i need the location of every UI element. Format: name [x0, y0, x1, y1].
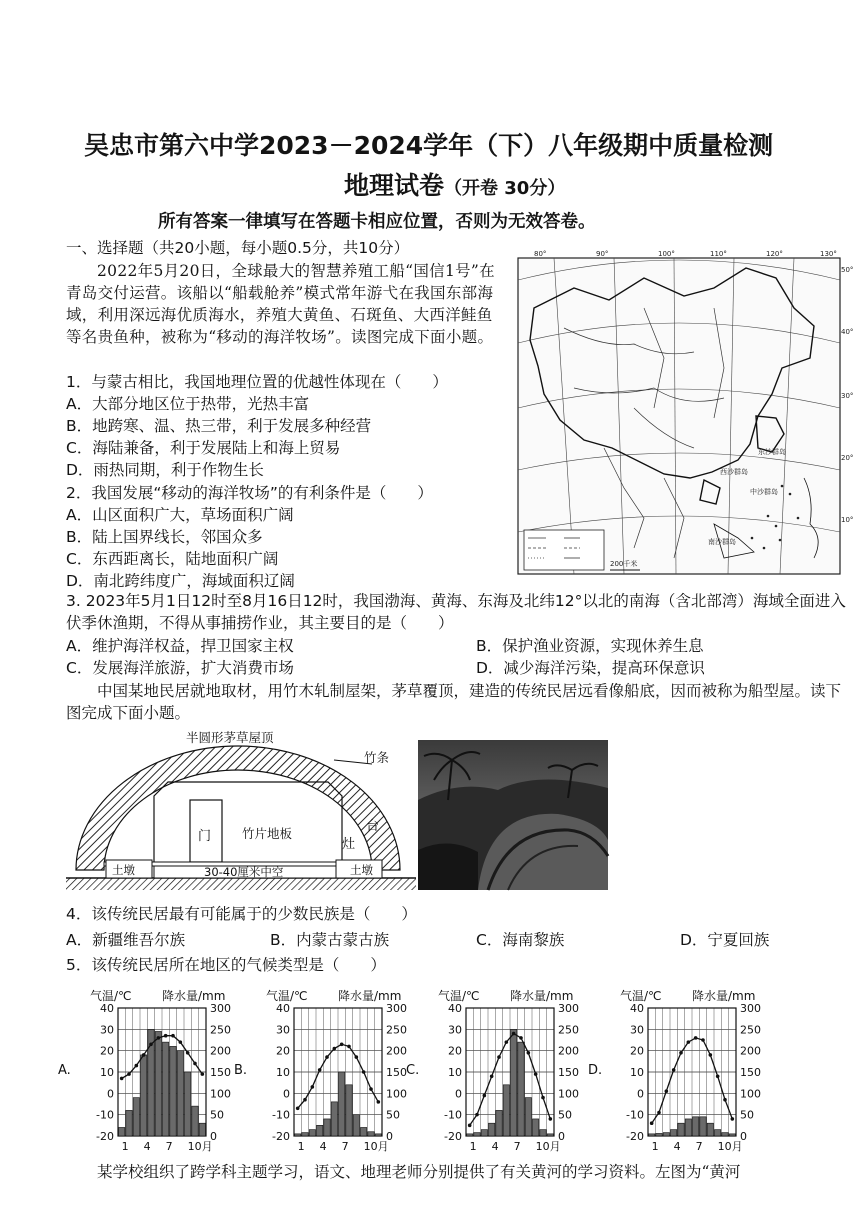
lon-label: 110°	[710, 250, 727, 258]
stove-label-1: 灶	[342, 837, 356, 852]
temp-point	[665, 1089, 669, 1093]
q3-option-b: B．保护渔业资源，实现休养生息	[476, 637, 704, 655]
temp-point	[333, 1047, 337, 1051]
precip-axis-label: 降水量/mm	[510, 989, 574, 1003]
q1-option-a: A．大部分地区位于热带，光热丰富	[66, 395, 310, 413]
precip-bar	[133, 1098, 139, 1136]
climate-chart-3	[588, 988, 761, 1153]
precip-tick-label: 200	[386, 1044, 407, 1058]
china-map-svg	[514, 248, 852, 578]
temp-tick-label: 20	[100, 1044, 114, 1058]
precip-tick-label: 250	[558, 1023, 579, 1037]
temp-point	[519, 1036, 523, 1040]
temp-point	[135, 1064, 139, 1068]
temp-tick-label: 20	[276, 1044, 290, 1058]
temp-point	[318, 1068, 322, 1072]
precip-tick-label: 50	[386, 1108, 400, 1122]
temp-point	[296, 1106, 300, 1110]
temp-tick-label: 0	[637, 1087, 644, 1101]
chart-option-label: A.	[58, 1063, 71, 1078]
precip-bar	[547, 1134, 553, 1136]
earth-mound-left: 土墩	[112, 863, 135, 877]
temp-point	[179, 1040, 183, 1044]
passage-3: 某学校组织了跨学科主题学习，语文、地理老师分别提供了有关黄河的学习资料。左图为“黄河	[97, 1163, 741, 1181]
temp-point	[149, 1042, 153, 1046]
temp-point	[468, 1124, 472, 1128]
temp-tick-label: 10	[276, 1066, 290, 1079]
temp-point	[340, 1042, 344, 1046]
precip-tick-label: 150	[740, 1066, 761, 1079]
chart-option-label: C.	[406, 1063, 420, 1078]
month-tick-label: 7	[165, 1140, 173, 1153]
precip-tick-label: 200	[210, 1044, 231, 1058]
precip-tick-label: 250	[386, 1023, 407, 1037]
temp-tick-label: -10	[444, 1108, 462, 1122]
temp-point	[193, 1062, 197, 1066]
precip-tick-label: 250	[740, 1023, 761, 1037]
subject-name: 地理试卷	[344, 171, 445, 200]
q4-option-d: D．宁夏回族	[680, 931, 770, 949]
temp-tick-label: 10	[100, 1066, 114, 1079]
precip-tick-label: 300	[558, 1002, 579, 1015]
lat-label: 50°	[841, 266, 854, 274]
temp-point	[731, 1117, 735, 1121]
china-map	[514, 248, 852, 578]
precip-tick-label: 0	[386, 1130, 393, 1143]
photo-svg	[418, 740, 608, 890]
precip-bar	[302, 1133, 308, 1136]
precip-bar	[649, 1134, 655, 1136]
answer-notice: 所有答案一律填写在答题卡相应位置，否则为无效答卷。	[158, 212, 596, 232]
earth-mound-right: 土墩	[350, 863, 373, 877]
precip-bar	[511, 1029, 517, 1136]
month-tick-label: 10月	[717, 1140, 743, 1153]
temp-tick-label: -20	[626, 1130, 644, 1143]
temp-point	[541, 1096, 545, 1100]
precip-bar	[192, 1106, 198, 1136]
precip-bar	[525, 1098, 531, 1136]
month-tick-label: 7	[513, 1140, 521, 1153]
q3-option-d: D．减少海洋污染，提高环保意识	[476, 659, 705, 677]
temp-point	[325, 1055, 329, 1059]
precip-bar	[722, 1133, 728, 1136]
temp-point	[549, 1117, 553, 1121]
boat-house-photo	[418, 740, 608, 890]
temp-axis-label: 气温/℃	[438, 989, 480, 1003]
precip-bar	[368, 1132, 374, 1136]
lon-label: 130°	[820, 250, 837, 258]
temp-point	[201, 1072, 205, 1076]
exam-format: （开卷 30分）	[444, 178, 566, 199]
climate-chart-1	[234, 988, 407, 1153]
temp-tick-label: -10	[272, 1108, 290, 1122]
precip-bar	[693, 1117, 699, 1136]
precip-tick-label: 300	[210, 1002, 231, 1015]
section-heading: 一、选择题（共20小题，每小题0.5分，共10分）	[66, 239, 410, 257]
temp-point	[650, 1121, 654, 1125]
temp-point	[505, 1040, 509, 1044]
temp-point	[120, 1077, 124, 1081]
precip-axis-label: 降水量/mm	[162, 989, 226, 1003]
q4-option-a: A．新疆维吾尔族	[66, 931, 186, 949]
temp-axis-label: 气温/℃	[620, 989, 662, 1003]
precip-tick-label: 250	[210, 1023, 231, 1037]
climate-charts-svg	[58, 982, 858, 1152]
temp-point	[311, 1085, 315, 1089]
temp-point	[512, 1032, 516, 1036]
precip-bar	[339, 1072, 345, 1136]
precip-tick-label: 0	[558, 1130, 565, 1143]
month-tick-label: 4	[319, 1140, 327, 1153]
temp-point	[534, 1072, 538, 1076]
temp-point	[355, 1055, 359, 1059]
precip-tick-label: 150	[558, 1066, 579, 1079]
month-tick-label: 4	[673, 1140, 681, 1153]
temp-point	[709, 1053, 713, 1057]
precip-bar	[671, 1130, 677, 1136]
temp-point	[716, 1074, 720, 1078]
month-tick-label: 7	[695, 1140, 703, 1153]
precip-bar	[656, 1133, 662, 1136]
temp-tick-label: -20	[96, 1130, 114, 1143]
precip-bar	[353, 1115, 359, 1136]
precip-tick-label: 150	[386, 1066, 407, 1079]
map-label-nansha: 南沙群岛	[708, 538, 736, 546]
temp-point	[723, 1098, 727, 1102]
temp-tick-label: 20	[448, 1044, 462, 1058]
month-tick-label: 10月	[363, 1140, 389, 1153]
precip-bar	[707, 1123, 713, 1136]
precip-bar	[185, 1072, 191, 1136]
temp-tick-label: 10	[448, 1066, 462, 1079]
q1-option-c: C．海陆兼备，利于发展陆上和海上贸易	[66, 439, 341, 457]
precip-tick-label: 300	[740, 1002, 761, 1015]
precip-bar	[533, 1119, 539, 1136]
temp-tick-label: 30	[448, 1023, 462, 1037]
temp-tick-label: 30	[276, 1023, 290, 1037]
precip-bar	[141, 1055, 147, 1136]
precip-bar	[324, 1119, 330, 1136]
precip-bar	[489, 1123, 495, 1136]
door-label: 门	[198, 829, 212, 844]
hollow-label: 30-40厘米中空	[204, 865, 284, 879]
temp-tick-label: -20	[444, 1130, 462, 1143]
q3-option-c: C．发展海洋旅游，扩大消费市场	[66, 659, 294, 677]
precip-bar	[375, 1134, 381, 1136]
precip-tick-label: 50	[210, 1108, 224, 1122]
precip-tick-label: 100	[210, 1087, 231, 1101]
temp-point	[483, 1094, 487, 1098]
q5-stem: 5．该传统民居所在地区的气候类型是（ ）	[66, 956, 386, 974]
map-label-zhongsha: 中沙群岛	[750, 488, 778, 496]
precip-tick-label: 0	[740, 1130, 747, 1143]
q1-option-d: D．雨热同期，利于作物生长	[66, 461, 264, 479]
map-label-xisha: 西沙群岛	[720, 468, 748, 476]
precip-bar	[474, 1133, 480, 1136]
exam-title: 吴忠市第六中学2023－2024学年（下）八年级期中质量检测	[84, 131, 774, 160]
temp-point	[657, 1111, 661, 1115]
temp-tick-label: -10	[626, 1108, 644, 1122]
precip-bar	[467, 1134, 473, 1136]
temp-point	[687, 1040, 691, 1044]
month-tick-label: 7	[341, 1140, 349, 1153]
exam-subtitle	[344, 166, 565, 202]
temp-tick-label: 0	[107, 1087, 114, 1101]
q4-option-c: C．海南黎族	[476, 931, 565, 949]
temp-point	[679, 1051, 683, 1055]
precip-tick-label: 100	[386, 1087, 407, 1101]
precip-bar	[317, 1125, 323, 1136]
precip-bar	[496, 1110, 502, 1136]
month-tick-label: 10月	[535, 1140, 561, 1153]
temp-point	[127, 1072, 131, 1076]
temp-point	[157, 1036, 161, 1040]
q2-stem: 2．我国发展“移动的海洋牧场”的有利条件是（ ）	[66, 484, 433, 502]
precip-tick-label: 50	[558, 1108, 572, 1122]
lat-label: 10°	[841, 516, 854, 524]
precip-bar	[678, 1123, 684, 1136]
month-tick-label: 4	[143, 1140, 151, 1153]
temp-point	[701, 1038, 705, 1042]
precip-bar	[663, 1133, 669, 1136]
precip-bar	[119, 1127, 125, 1136]
temp-axis-label: 气温/℃	[90, 989, 132, 1003]
temp-point	[672, 1068, 676, 1072]
boat-house-diagram	[66, 726, 416, 892]
precip-bar	[295, 1134, 301, 1136]
temp-tick-label: -20	[272, 1130, 290, 1143]
temp-tick-label: 20	[630, 1044, 644, 1058]
boat-house-svg	[66, 726, 416, 892]
precip-bar	[540, 1130, 546, 1136]
precip-bar	[503, 1085, 509, 1136]
precip-tick-label: 100	[558, 1087, 579, 1101]
precip-bar	[163, 1042, 169, 1136]
temp-point	[694, 1036, 698, 1040]
temp-tick-label: 40	[630, 1002, 644, 1015]
lat-label: 40°	[841, 328, 854, 336]
lon-label: 120°	[766, 250, 783, 258]
month-tick-label: 1	[297, 1140, 305, 1153]
precip-bar	[331, 1102, 337, 1136]
precip-axis-label: 降水量/mm	[338, 989, 402, 1003]
q2-option-b: B．陆上国界线长，邻国众多	[66, 528, 263, 546]
temp-tick-label: 40	[276, 1002, 290, 1015]
roof-label: 半圆形茅草屋顶	[186, 730, 274, 745]
lat-label: 30°	[841, 392, 854, 400]
climate-chart-2	[406, 988, 579, 1153]
precip-bar	[715, 1130, 721, 1136]
q3-stem: 3. 2023年5月1日12时至8月16日12时，我国渤海、黄海、东海及北纬12°以北的南海（含北部湾）海域全面进入伏季休渔期，不得从事捕捞作业，其主要目的是（ ）	[66, 592, 846, 632]
temp-point	[164, 1034, 168, 1038]
passage-2: 中国某地民居就地取材，用竹木轧制屋架，茅草覆顶，建造的传统民居远看像船底，因而被称为船型屋。读下图完成下面小题。	[66, 682, 842, 722]
lon-label: 100°	[658, 250, 675, 258]
temp-point	[527, 1051, 531, 1055]
q2-option-d: D．南北跨纬度广，海域面积辽阔	[66, 572, 295, 590]
climate-charts	[58, 982, 858, 1152]
precip-bar	[126, 1110, 132, 1136]
chart-option-label: D.	[588, 1063, 603, 1078]
lat-label: 20°	[841, 454, 854, 462]
lon-label: 90°	[596, 250, 609, 258]
bamboo-label: 竹条	[364, 750, 390, 765]
precip-bar	[155, 1031, 161, 1136]
month-tick-label: 1	[121, 1140, 129, 1153]
climate-chart-0	[58, 988, 231, 1153]
month-tick-label: 1	[651, 1140, 659, 1153]
precip-tick-label: 150	[210, 1066, 231, 1079]
temp-tick-label: 0	[283, 1087, 290, 1101]
temp-tick-label: 40	[100, 1002, 114, 1015]
temp-point	[475, 1113, 479, 1117]
precip-bar	[685, 1119, 691, 1136]
passage-1: 2022年5月20日，全球最大的智慧养殖工船“国信1号”在青岛交付运营。该船以“船载舱养”模式常年游弋在我国东部海域，利用深远海优质海水，养殖大黄鱼、石斑鱼、大西洋鲑鱼等名贵鱼种，被称为“移动的海洋牧场”。读图完成下面小题。	[66, 262, 495, 346]
precip-bar	[729, 1134, 735, 1136]
temp-point	[303, 1098, 307, 1102]
q4-stem: 4．该传统民居最有可能属于的少数民族是（ ）	[66, 905, 417, 923]
temp-tick-label: -10	[96, 1108, 114, 1122]
precip-bar	[346, 1085, 352, 1136]
precip-bar	[177, 1051, 183, 1136]
q2-option-a: A．山区面积广大，草场面积广阔	[66, 506, 294, 524]
floor-label: 竹片地板	[242, 826, 293, 841]
precip-tick-label: 50	[740, 1108, 754, 1122]
month-tick-label: 10月	[187, 1140, 213, 1153]
precip-bar	[361, 1127, 367, 1136]
map-scale: 200千米	[610, 560, 638, 568]
temp-tick-label: 30	[630, 1023, 644, 1037]
temp-tick-label: 0	[455, 1087, 462, 1101]
month-tick-label: 4	[491, 1140, 499, 1153]
temp-point	[369, 1087, 373, 1091]
q1-option-b: B．地跨寒、温、热三带，利于发展多种经营	[66, 417, 372, 435]
precip-bar	[700, 1117, 706, 1136]
q3-option-a: A．维护海洋权益，捍卫国家主权	[66, 637, 294, 655]
temp-point	[497, 1055, 501, 1059]
precip-tick-label: 300	[386, 1002, 407, 1015]
precip-tick-label: 200	[740, 1044, 761, 1058]
precip-bar	[518, 1042, 524, 1136]
precip-tick-label: 0	[210, 1130, 217, 1143]
precip-tick-label: 100	[740, 1087, 761, 1101]
map-label-dongsha: 东沙群岛	[758, 448, 786, 456]
temp-point	[490, 1074, 494, 1078]
q4-option-b: B．内蒙古蒙古族	[270, 931, 390, 949]
precip-bar	[199, 1123, 205, 1136]
precip-tick-label: 200	[558, 1044, 579, 1058]
temp-tick-label: 40	[448, 1002, 462, 1015]
temp-point	[362, 1070, 366, 1074]
temp-point	[142, 1053, 146, 1057]
precip-bar	[309, 1130, 315, 1136]
q1-stem: 1．与蒙古相比，我国地理位置的优越性体现在（ ）	[66, 373, 448, 391]
temp-axis-label: 气温/℃	[266, 989, 308, 1003]
chart-option-label: B.	[234, 1063, 248, 1078]
temp-tick-label: 10	[630, 1066, 644, 1079]
precip-bar	[481, 1130, 487, 1136]
precip-bar	[170, 1046, 176, 1136]
q2-option-c: C．东西距离长，陆地面积广阔	[66, 550, 279, 568]
temp-point	[186, 1051, 190, 1055]
temp-tick-label: 30	[100, 1023, 114, 1037]
precip-axis-label: 降水量/mm	[692, 989, 756, 1003]
stove-label-2: 台	[366, 819, 380, 834]
lon-label: 80°	[534, 250, 547, 258]
temp-point	[171, 1034, 175, 1038]
month-tick-label: 1	[469, 1140, 477, 1153]
temp-point	[377, 1100, 381, 1104]
temp-point	[347, 1045, 351, 1049]
